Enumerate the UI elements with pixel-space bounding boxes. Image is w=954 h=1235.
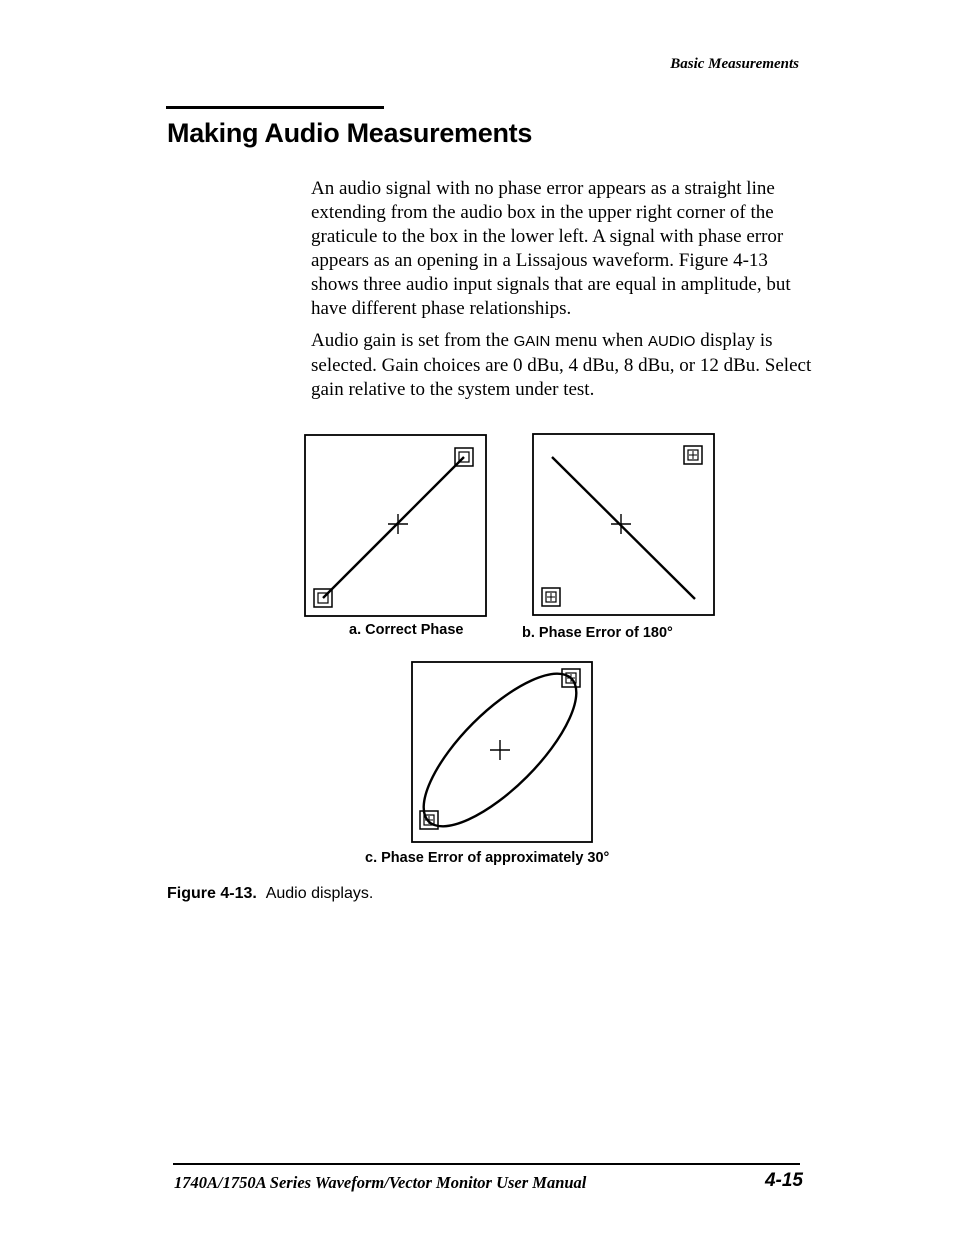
page-title: Making Audio Measurements [167, 118, 533, 148]
paragraph-2-part-2: menu when [550, 330, 648, 351]
paragraph-2-part-1: Audio gain is set from the [311, 330, 514, 351]
panel-correct-phase [305, 435, 486, 616]
caption-phase-error-180: b. Phase Error of 180° [522, 625, 673, 641]
panel-phase-error-30 [402, 652, 599, 849]
running-header: Basic Measurements [670, 56, 799, 72]
audio-display-term: AUDIO [647, 333, 696, 350]
footer-manual-title: 1740A/1750A Series Waveform/Vector Monitor User Manual [174, 1173, 587, 1192]
page-number: 4-15 [764, 1170, 803, 1191]
figure-caption [167, 885, 373, 903]
paragraph-2-part-3: display is selected. Gain choices are 0 dBu, 4 dBu, 8 dBu, or 12 dBu. Select gain relative to the system under test. [311, 330, 812, 400]
caption-phase-error-30: c. Phase Error of approximately 30° [365, 850, 610, 866]
panel-phase-error-180 [533, 434, 714, 615]
signal-trace-a [323, 457, 464, 598]
figure-title: Audio displays. [265, 885, 374, 902]
audio-box-lower-left-b [542, 588, 560, 606]
caption-correct-phase: a. Correct Phase [349, 622, 464, 638]
paragraph-1: An audio signal with no phase error appears as a straight line extending from the audio box in the upper right corner of the graticule to the box in the lower left. A signal with phase error appears as an opening in a Lissajous waveform. Figure 4-13 shows three audio input signals that are equal in amplitude, but have different phase relationships. [311, 178, 791, 319]
gain-menu-term: GAIN [513, 333, 551, 350]
center-cross-c [490, 740, 510, 760]
audio-box-upper-right-b [684, 446, 702, 464]
signal-trace-b [552, 457, 695, 599]
figure-number: Figure 4-13. [167, 885, 257, 902]
graticule-c [412, 662, 592, 842]
footer-rule [173, 1163, 800, 1165]
